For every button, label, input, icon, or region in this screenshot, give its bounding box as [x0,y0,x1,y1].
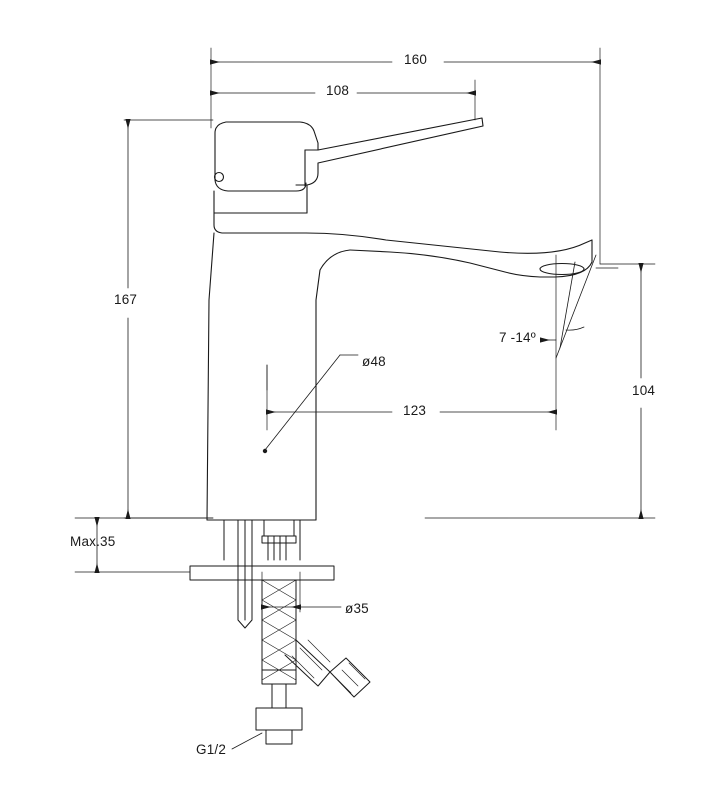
mounting-hardware [190,520,370,744]
dimension-label-thread: G1/2 [196,742,227,757]
dimension-label-width-handle: 108 [326,83,350,98]
faucet-outline [207,118,592,520]
angle-indicator [541,255,618,358]
dimension-label-width-total: 160 [404,52,428,67]
dimension-label-height-total: 167 [114,292,138,307]
dimension-label-hole-diameter: ø35 [345,601,369,616]
dimension-label-spout-reach: 123 [403,403,427,418]
dimension-label-max-thickness: Max.35 [70,534,116,549]
dimension-label-angle: 7 -14º [499,330,536,345]
dimension-label-body-diameter: ø48 [362,354,386,369]
dimension-lines [97,62,641,749]
dimension-label-height-spout: 104 [632,383,656,398]
